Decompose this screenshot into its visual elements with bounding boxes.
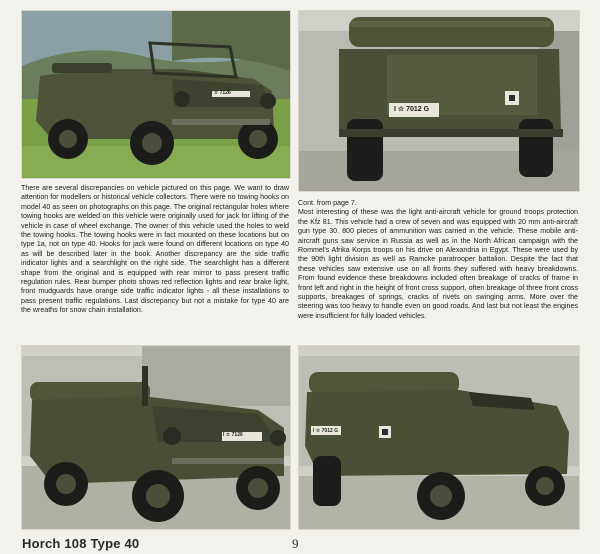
book-title: Horch 108 Type 40	[22, 536, 140, 551]
vehicle-discrepancies-text	[21, 184, 289, 316]
license-plate: I ☆ 7126	[223, 432, 243, 438]
photo-vehicle-rear-side-covered	[298, 345, 580, 530]
license-plate: I ☆ 7126	[211, 90, 231, 96]
license-plate: I ☆ 7012 G	[394, 106, 430, 113]
photo-vehicle-front-open-top	[21, 10, 291, 179]
photo-vehicle-rear-covered	[298, 10, 580, 192]
continued-paragraph: Most interesting of these was the light anti-aircraft vehicle for ground troops protection the Kfz 81. This vehicle had a crew of seven and was equipped with 20 mm anti-aircraft gun type 30. 800 pieces of ammunition was carried in the vehicle. These mobile anti-aircraft guns saw service in Russia as well as in the North African campaign with the Rommel's Afrika Korps troops on his drive on Alexandria in Egypt. These were used by the 90th light division as well as Ramcke paratrooper battalion. Despite the fact that these vehicles saw extensive use on all fronts they suffered with heavy breakdowns. From found evidence these breakdowns included often breakage of cracks of frame in front left and right in the height of front cross support, often breakage of three front cross supports, breakages of springs, cracks of rivets on swinging arms. More over the steering was too heavy to handle even on good roads. And last but not least the engines were insufficient for fully loaded vehicles.	[298, 208, 578, 320]
discrepancies-paragraph: There are several discrepancies on vehicle pictured on this page. We want to draw attention for modellers or historical vehicle collectors. There were no towing hooks on model 40 as seen on photographs on this page. The original rectangular holes where towing hooks are welded on this vehicle were originally used for jack for lifting of the vehicle in case of wheel exchange. The owner of this vehicle used the holes to weld the towing hooks. The towing hooks were in fact mounted on these locations but on type 1a, not on type 40. Hooks for jack were found on different locations on type 40 as will be described later in the book. Another discrepancy are the side traffic indicator lights and a searchlight on the right side. The searchlight has a different shape from the original and is equipped with rear mirror to pass present traffic regulation rules. Rear bumper photo shows red reflection lights and rear brake light, front mudguards have orange side traffic indicator lights - all these installations to pass present traffic regulations. Last discrepancy but not a mistake for type 40 are the wreaths for snow chain installation.	[21, 184, 289, 315]
continued-history-text	[298, 199, 578, 321]
license-plate: I ☆ 7012 G	[313, 428, 339, 434]
page-number: 9	[292, 536, 299, 551]
continued-heading: Cont. from page 7.	[298, 199, 357, 207]
photo-vehicle-front-covered	[21, 345, 291, 530]
